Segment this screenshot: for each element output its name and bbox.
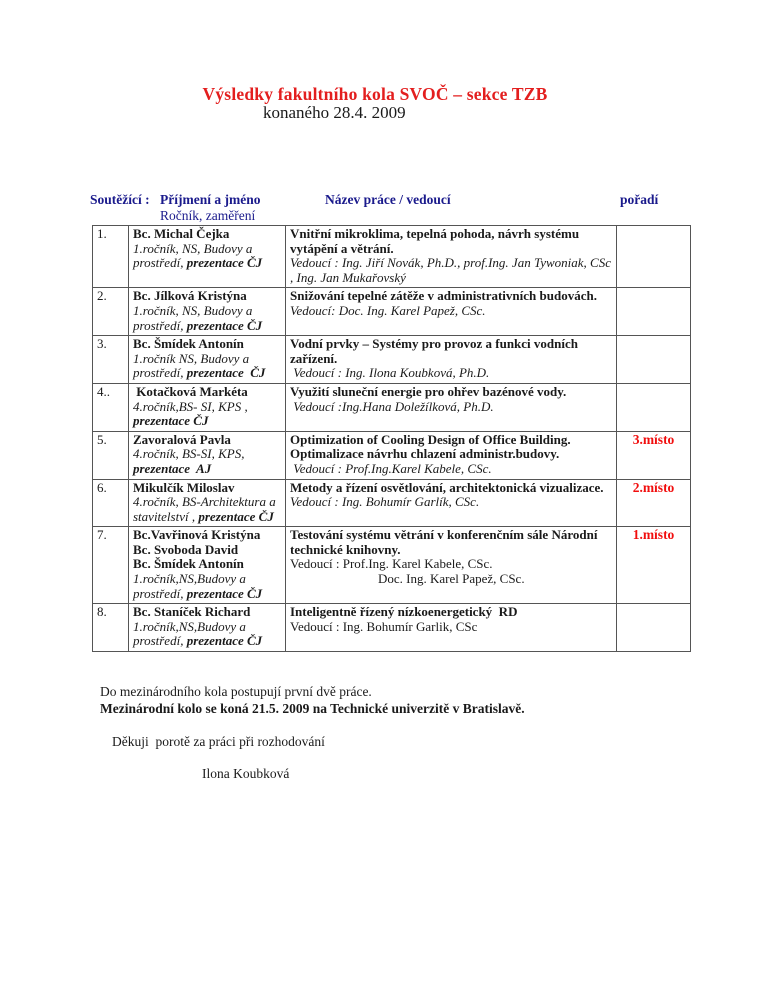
row-number: 4.. [93,383,129,431]
page-title: Výsledky fakultního kola SVOČ – sekce TZB [202,84,548,104]
competitor-name: Bc. Svoboda David [133,541,239,557]
detail-text: 1.ročník,NS,Budovy a prostředí, [133,618,250,649]
competitor-cell [129,431,286,479]
table-row [93,527,691,604]
work-title-2: Optimalizace návrhu chlazení administr.budovy. [290,446,560,462]
work-cell [286,527,617,604]
work-title: Testování systému větrání v konferenčním sále Národní technické knihovny. [290,527,601,557]
footer-signature: Ilona Koubková [202,766,290,781]
footer-notes [0,683,700,782]
competitor-name: Bc. Šmídek Antonín [133,336,244,352]
presentation-language: prezentace ČJ [186,317,263,333]
rank-cell [617,527,691,604]
competitor-cell [129,383,286,431]
supervisor: Vedoucí : Prof.Ing. Karel Kabele, CSc. [290,556,493,572]
competitor-detail [133,572,281,601]
header-label-soutezici: Soutěžící : [90,192,150,207]
competitor-name: Bc. Staníček Richard [133,604,251,620]
presentation-language: prezentace AJ [133,460,212,476]
competitor-detail [133,242,281,271]
row-number: 7. [93,527,129,604]
presentation-language: prezentace ČJ [186,255,263,271]
page-subtitle: konaného 28.4. 2009 [263,103,406,122]
supervisor: Vedoucí : Ing. Bohumír Garlík, CSc. [290,494,480,510]
competitor-detail [133,352,281,381]
table-row [93,604,691,652]
work-title: Snižování tepelné zátěže v administrativních budovách. [290,288,597,304]
detail-text: 4.ročník, BS-SI, KPS, [133,446,248,462]
rank-cell [617,288,691,336]
work-title: Vodní prvky – Systémy pro provoz a funkci vodních zařízení. [290,336,582,366]
work-title: Využití sluneční energie pro ohřev bazénové vody. [290,383,567,399]
work-title: Vnitřní mikroklima, tepelná pohoda, návrh systému vytápění a větrání. [290,226,583,256]
rank-cell [617,226,691,288]
competitor-detail [133,620,281,649]
work-cell [286,431,617,479]
detail-text: 1.ročník, NS, Budovy a prostředí, [133,302,256,333]
competitor-detail [133,495,281,524]
competitor-cell [129,226,286,288]
supervisor: Vedoucí : Ing. Jiří Novák, Ph.D., prof.Ing. Jan Tywoniak, CSc , Ing. Jan Mukařovský [290,255,615,285]
row-number: 5. [93,431,129,479]
footer-line-thanks: Děkuji porotě za práci při rozhodování [112,734,325,749]
detail-text: 4.ročník,BS- SI, KPS , [133,398,251,414]
competitor-name: Mikulčík Miloslav [133,479,235,495]
table-row [93,226,691,288]
work-cell [286,383,617,431]
competitor-name: Kotačková Markéta [133,383,248,399]
row-number: 1. [93,226,129,288]
work-cell [286,226,617,288]
rank-value: 3.místo [632,431,675,447]
footer-line-international-round: Mezinárodní kolo se koná 21.5. 2009 na Technické univerzitě v Bratislavě. [100,701,525,716]
work-cell [286,479,617,527]
detail-text: 1.ročník NS, Budovy a prostředí, [133,350,253,381]
rank-cell [617,604,691,652]
competitor-cell [129,336,286,384]
competitor-cell [129,527,286,604]
footer-line-advance: Do mezinárodního kola postupují první dvě práce. [100,684,372,699]
table-row [93,336,691,384]
table-row [93,383,691,431]
work-cell [286,288,617,336]
work-title: Optimization of Cooling Design of Office Building. [290,431,571,447]
rank-value: 1.místo [632,527,675,543]
column-header-work: Název práce / vedoucí [325,192,451,207]
supervisor: Vedoucí: Doc. Ing. Karel Papež, CSc. [290,302,486,318]
competitor-name: Bc. Jílková Kristýna [133,288,247,304]
presentation-language: prezentace ČJ [186,365,266,381]
row-number: 3. [93,336,129,384]
presentation-language: prezentace ČJ [186,585,263,601]
competitor-name: Bc. Michal Čejka [133,226,230,241]
presentation-language: prezentace ČJ [133,413,209,429]
rank-value: 2.místo [632,479,675,495]
competitor-cell [129,288,286,336]
supervisor: Vedoucí : Ing. Bohumír Garlik, CSc [290,618,478,634]
work-title: Metody a řízení osvětlování, architektonická vizualizace. [290,479,604,495]
column-header-rank: pořadí [620,192,659,207]
competitor-name: Bc.Vavřinová Kristýna [133,527,261,543]
presentation-language: prezentace ČJ [198,508,274,524]
table-row [93,479,691,527]
rank-cell [617,479,691,527]
supervisor-2: Doc. Ing. Karel Papež, CSc. [378,571,525,587]
competitor-name: Bc. Šmídek Antonín [133,556,244,572]
competitor-detail [133,304,281,333]
column-header-rocnik: Ročník, zaměření [160,208,256,223]
detail-text: 1.ročník, NS, Budovy a prostředí, [133,240,256,271]
table-row [93,431,691,479]
table-header [90,192,690,226]
competitor-cell [129,479,286,527]
competitor-detail [133,447,281,476]
work-title: Inteligentně řízený nízkoenergetický RD [290,604,518,620]
rank-cell [617,431,691,479]
presentation-language: prezentace ČJ [186,633,263,649]
row-number: 2. [93,288,129,336]
detail-text: 1.ročník,NS,Budovy a prostředí, [133,571,250,601]
column-header-name: Příjmení a jméno [160,192,261,207]
detail-text: 4.ročník, BS-Architektura a stavitelství , [133,494,279,524]
row-number: 6. [93,479,129,527]
work-cell [286,604,617,652]
competitor-detail [133,400,281,429]
supervisor: Vedoucí :Ing.Hana Doležílková, Ph.D. [290,398,494,414]
rank-cell [617,336,691,384]
competitor-name: Zavoralová Pavla [133,431,231,447]
work-cell [286,336,617,384]
supervisor: Vedoucí : Prof.Ing.Karel Kabele, CSc. [290,460,492,476]
rank-cell [617,383,691,431]
results-table-body [93,226,691,652]
competitor-cell [129,604,286,652]
row-number: 8. [93,604,129,652]
supervisor: Vedoucí : Ing. Ilona Koubková, Ph.D. [290,365,490,381]
results-table [92,225,691,652]
table-row [93,288,691,336]
